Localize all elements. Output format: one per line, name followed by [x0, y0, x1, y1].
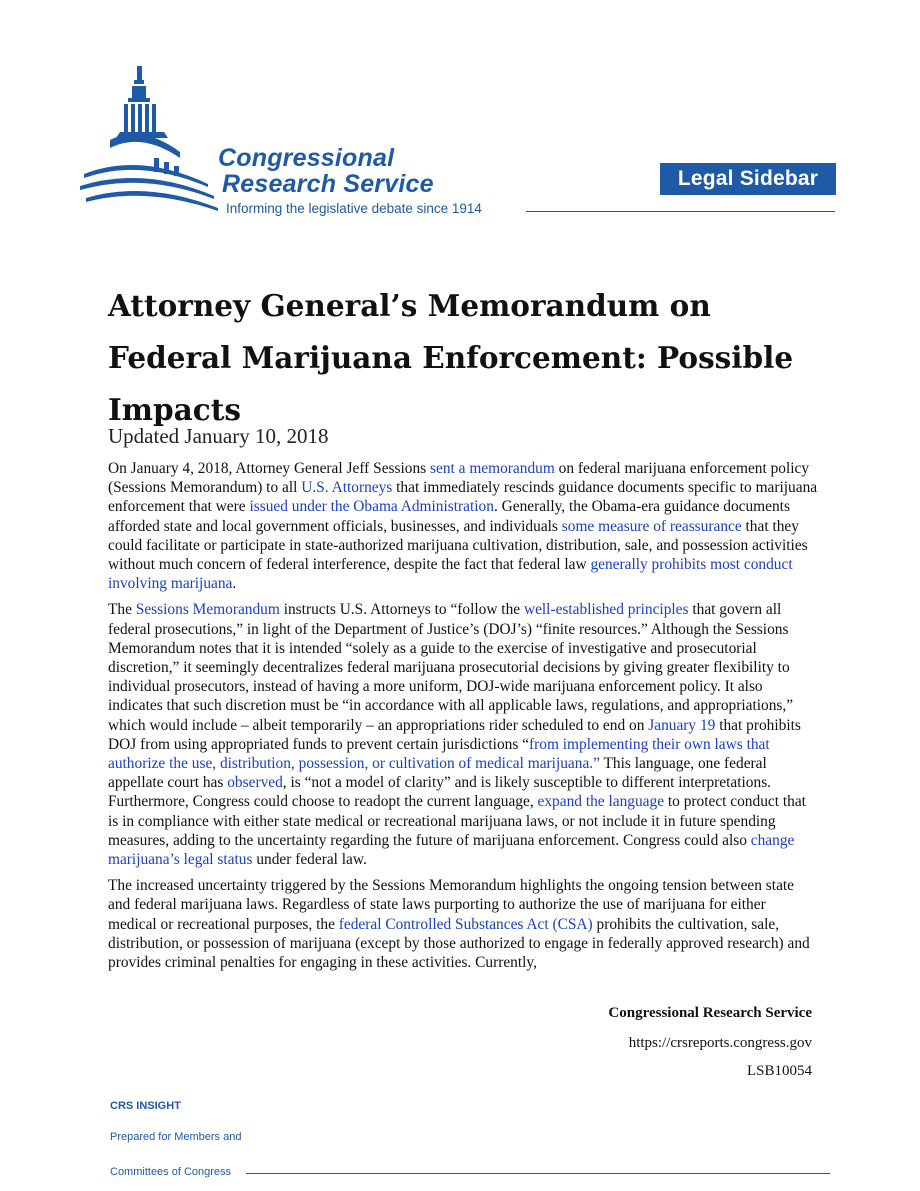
body-text: The — [108, 601, 136, 619]
header-rule — [526, 211, 835, 212]
body-text: that immediately rescinds guidance documents specific to marijuana enforcement that were — [108, 479, 818, 516]
inline-link[interactable]: well-established principles — [523, 601, 689, 619]
body-paragraph — [108, 459, 818, 593]
body-paragraph — [108, 876, 818, 972]
inline-link[interactable]: sent a memorandum — [430, 460, 555, 477]
inline-link[interactable]: observed — [227, 774, 283, 792]
inline-link[interactable]: issued under the Obama Administration — [249, 498, 494, 516]
inline-link[interactable]: U.S. Attorneys — [301, 479, 393, 497]
document-body — [108, 459, 818, 979]
body-text: under federal law. — [252, 851, 367, 869]
body-text: that govern all federal prosecutions,” in light of the Department of Justice’s (DOJ’s) “finite resources.” Although the Sessions Memorandum notes that it is intended “solely as a guide to the exercise of investigative and prosecutorial discretion,” it seemingly decentralizes federal marijuana prosecutorial decisions by giving greater flexibility to individual prosecutors, instead of having a more uniform, DOJ-wide marijuana enforcement policy. It also indicates that such discretion must be “in accordance with all applicable laws, regulations, and appropriations,” which would include – albeit temporarily – an appropriations rider scheduled to end on — [108, 601, 794, 734]
legal-sidebar-badge: Legal Sidebar — [660, 163, 836, 195]
body-paragraph — [108, 600, 818, 869]
logo-title-line1: Congressional — [218, 144, 395, 172]
body-text: instructs U.S. Attorneys to “follow the — [279, 601, 524, 619]
inline-link[interactable]: some measure of reassurance — [561, 517, 742, 535]
prepared-for: Prepared for Members and — [110, 1131, 242, 1143]
logo-title-line2: Research Service — [222, 170, 434, 198]
body-text: that they could facilitate or participate in state-authorized marijuana cultivation, distribution, sale, and possession activities without much concern of federal interference, despite the fact that federal law — [108, 517, 808, 574]
publisher-name: Congressional Research Service — [608, 1005, 812, 1021]
body-text: On January 4, 2018, Attorney General Jeff Sessions — [108, 460, 431, 477]
logo-tagline: Informing the legislative debate since 1914 — [226, 201, 482, 216]
body-text: that prohibits DOJ from using appropriated funds to prevent certain jurisdictions “ — [108, 716, 801, 753]
body-text: . — [232, 575, 237, 593]
report-code: LSB10054 — [746, 1063, 812, 1079]
body-text: on federal marijuana enforcement policy (Sessions Memorandum) to all — [108, 460, 810, 497]
inline-link[interactable]: January 19 — [648, 716, 716, 734]
document-title: Attorney General’s Memorandum on Federal Marijuana Enforcement: Possible Impacts — [108, 288, 794, 427]
capitol-dome-icon — [80, 66, 220, 216]
crs-logo — [80, 66, 540, 226]
footer-publisher — [608, 1003, 812, 1081]
body-text: , is “not a model of clarity” and is likely susceptible to different interpretations. Furthermore, Congress could choose to readopt the current language, — [108, 774, 772, 811]
footer-rule — [246, 1173, 830, 1174]
inline-link[interactable]: federal Controlled Substances Act (CSA) — [338, 915, 593, 933]
body-text: prohibits the cultivation, sale, distribution, or possession of marijuana (except by those authorized to engage in federally approved research) and provides criminal penalties for engaging in these activities. Currently, — [108, 915, 810, 972]
inline-link[interactable]: Sessions Memorandum — [135, 601, 280, 619]
body-text: This language, one federal appellate court has — [108, 755, 767, 792]
crs-insight-label: CRS INSIGHT — [110, 1100, 181, 1112]
body-text: to protect conduct that is in compliance with either state medical or recreational marijuana laws, or not include it in future spending measures, adding to the uncertainty regarding the future of marijuana enforcement. Congress could also — [108, 793, 806, 849]
updated-date: Updated January 10, 2018 — [108, 424, 329, 448]
inline-link[interactable]: from implementing their own laws that authorize the use, distribution, possession, or cultivation of medical marijuana.” — [108, 735, 770, 773]
body-text: The increased uncertainty triggered by the Sessions Memorandum highlights the ongoing tension between state and federal marijuana laws. Regardless of state laws purporting to authorize the use of marijuana for either medical or recreational purposes, the — [108, 877, 795, 933]
inline-link[interactable]: expand the language — [537, 793, 665, 811]
publisher-url: https://crsreports.congress.gov — [628, 1035, 812, 1051]
body-text: . Generally, the Obama-era guidance documents afforded state and local government officials, businesses, and individuals — [108, 498, 790, 535]
inline-link[interactable]: change marijuana’s legal status — [108, 831, 795, 869]
inline-link[interactable]: generally prohibits most conduct involving marijuana — [108, 556, 793, 593]
committees-label: Committees of Congress — [110, 1166, 232, 1178]
